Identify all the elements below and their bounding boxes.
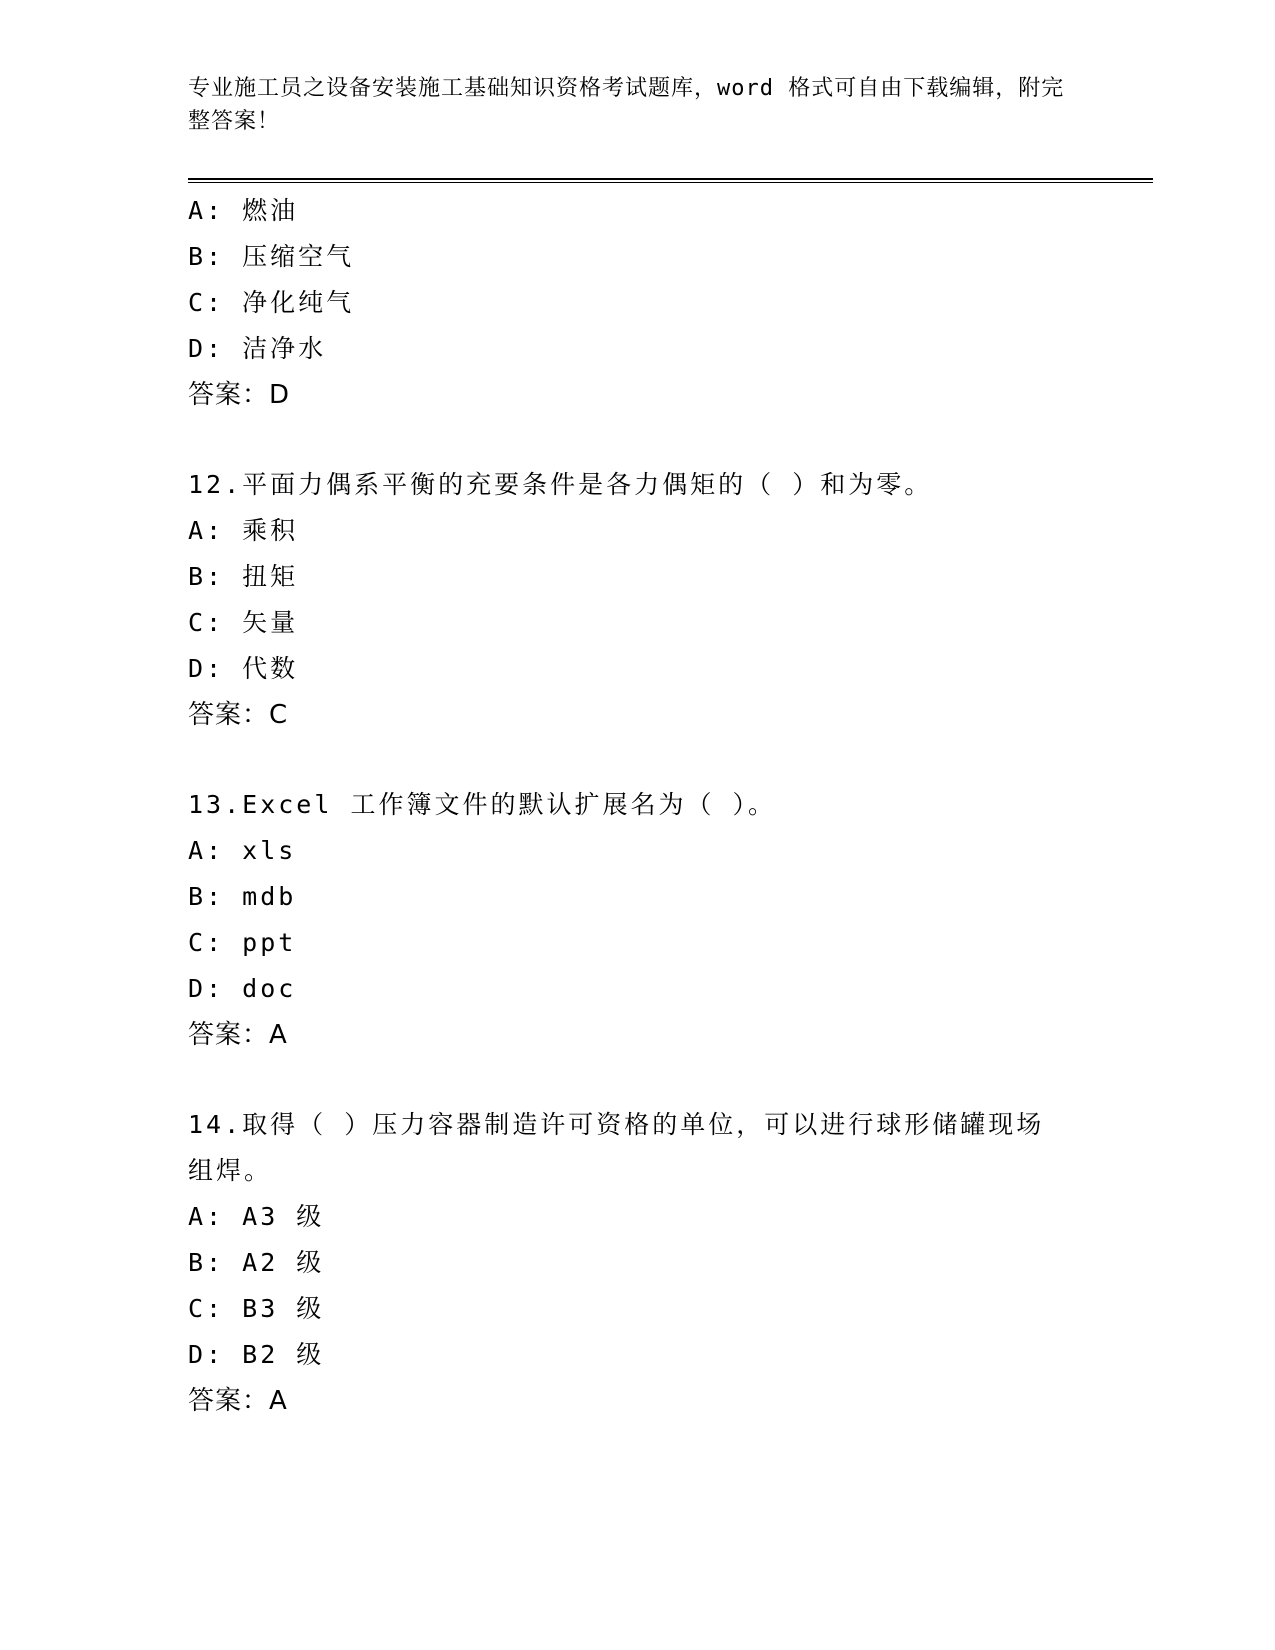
- page-header: 专业施工员之设备安装施工基础知识资格考试题库，word 格式可自由下载编辑，附完整答案！: [188, 76, 1065, 134]
- answer: 答案：A: [188, 1386, 288, 1416]
- question-block-11: [188, 188, 1088, 418]
- answer: 答案：C: [188, 700, 289, 730]
- question-block-14: [188, 1102, 1088, 1424]
- option-c: C: B3 级: [188, 1294, 325, 1323]
- option-b: B: 扭矩: [188, 562, 299, 591]
- question-list: [188, 188, 1088, 1424]
- question-text: 12.平面力偶系平衡的充要条件是各力偶矩的（ ）和为零。: [188, 470, 933, 499]
- answer: 答案：D: [188, 380, 291, 410]
- question-text: 13.Excel 工作簿文件的默认扩展名为（ ）。: [188, 790, 777, 819]
- option-b: B: mdb: [188, 882, 297, 911]
- question-block-13: [188, 782, 1088, 1058]
- option-b: B: A2 级: [188, 1248, 325, 1277]
- option-d: D: 代数: [188, 654, 299, 683]
- question-text: 14.取得（ ）压力容器制造许可资格的单位，可以进行球形储罐现场组焊。: [188, 1110, 1045, 1185]
- option-a: A: 乘积: [188, 516, 299, 545]
- option-a: A: xls: [188, 836, 297, 865]
- option-c: C: ppt: [188, 928, 297, 957]
- option-a: A: 燃油: [188, 196, 299, 225]
- header-divider: [188, 178, 1153, 183]
- option-d: D: doc: [188, 974, 297, 1003]
- option-d: D: 洁净水: [188, 334, 327, 363]
- option-d: D: B2 级: [188, 1340, 325, 1369]
- option-c: C: 矢量: [188, 608, 299, 637]
- option-a: A: A3 级: [188, 1202, 325, 1231]
- question-block-12: [188, 462, 1088, 738]
- option-b: B: 压缩空气: [188, 242, 355, 271]
- option-c: C: 净化纯气: [188, 288, 355, 317]
- answer: 答案：A: [188, 1020, 288, 1050]
